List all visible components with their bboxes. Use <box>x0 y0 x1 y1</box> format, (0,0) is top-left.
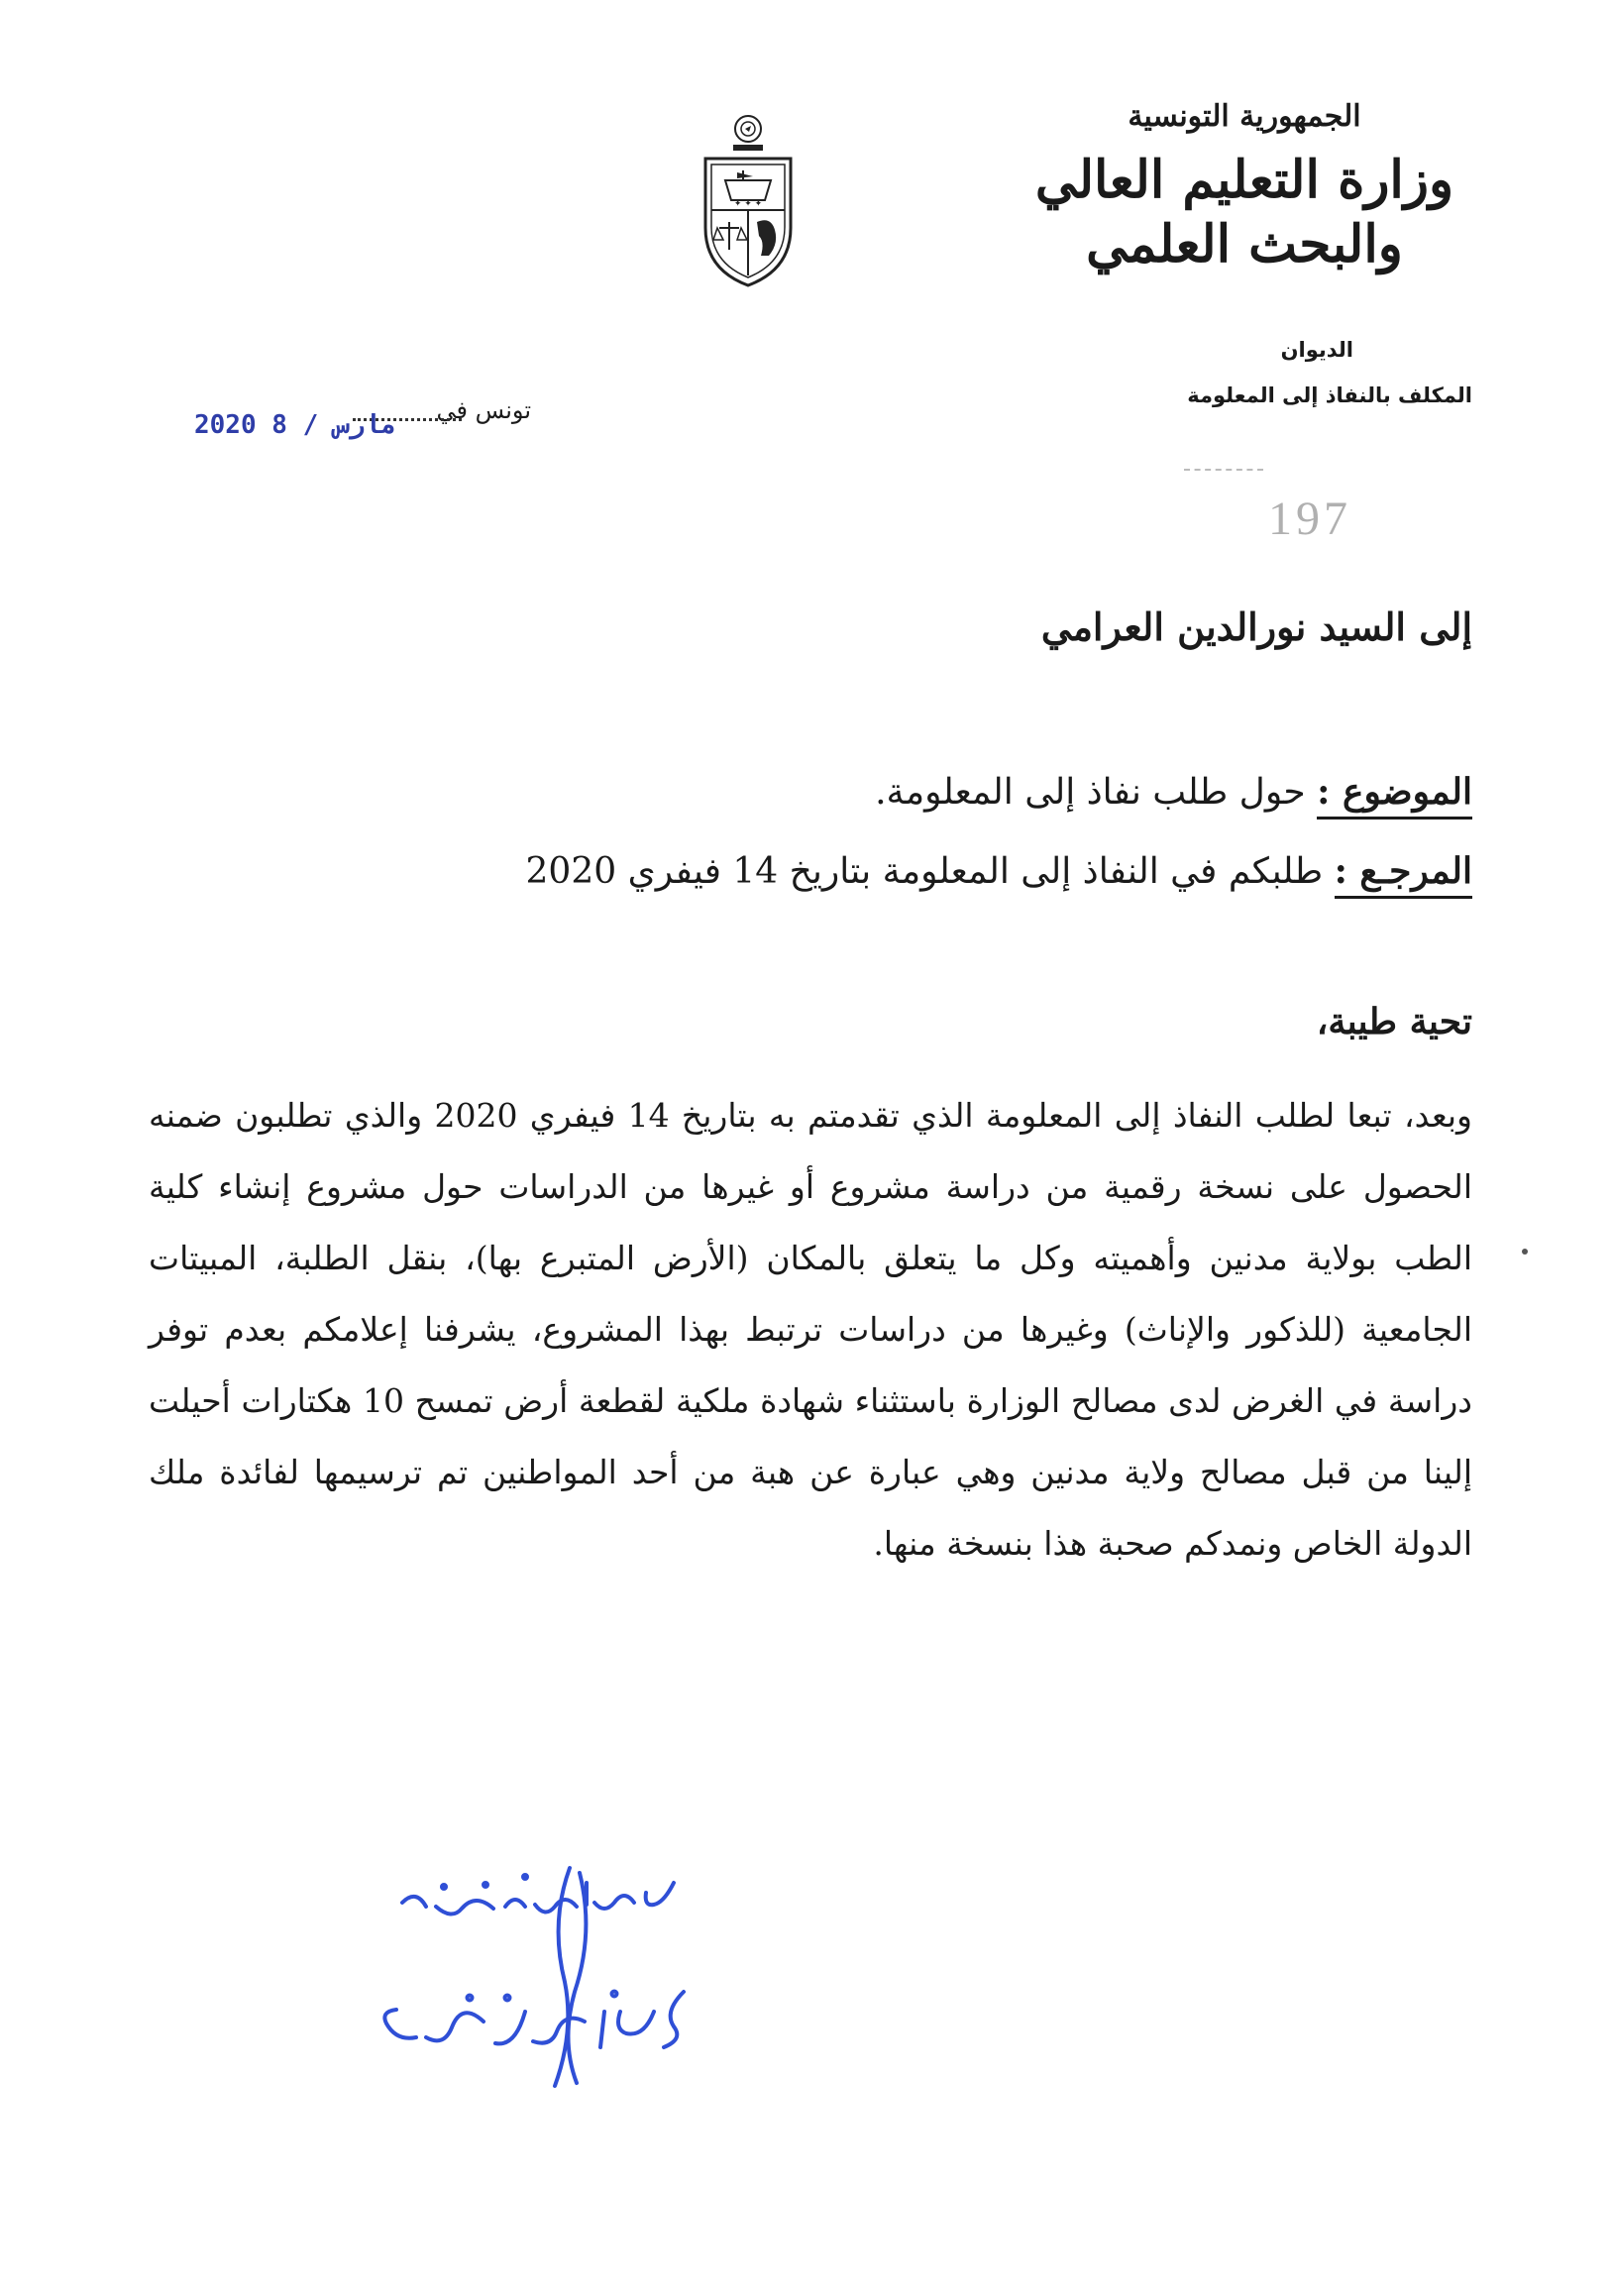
reference-label: المرجـع : <box>1335 850 1472 899</box>
reference-line <box>526 850 1472 892</box>
officer-title: المكلف بالنفاذ إلى المعلومة <box>1187 383 1472 407</box>
letter-body: وبعد، تبعا لطلب النفاذ إلى المعلومة الذي تقدمتم به بتاريخ 14 فيفري 2020 والذي تطلبون ضمنه الحصول على نسخة رقمية من دراسة مشروع أو غيرها من الدراسات حول مشروع إنشاء كلية الطب بولاية مدنين وأهميته وكل ما يتعلق بالمكان (الأرض المتبرع بها)، بنقل الطلبة، المبيتات الجامعية (للذكور والإناث) وغيرها من دراسات ترتبط بهذا المشروع، يشرفنا إعلامكم بعدم توفر دراسة في الغرض لدى مصالح الوزارة باستثناء شهادة ملكية لقطعة أرض تمسح 10 هكتارات أحيلت إلينا من قبل مصالح ولاية مدنين وهي عبارة عن هبة من أحد المواطنين تم ترسيمها لفائدة ملك الدولة الخاص ونمدكم صحبة هذا بنسخة منها. <box>149 1096 1472 1563</box>
subject-line <box>875 771 1472 813</box>
stamped-date: 2020 مارس / 8 <box>194 410 396 440</box>
handwritten-signature <box>367 1863 743 2091</box>
department-name: الديوان <box>1280 338 1353 362</box>
dateline-city: تونس في <box>436 396 531 424</box>
tunisia-coat-of-arms-icon <box>694 111 803 289</box>
ministry-name-line1: وزارة التعليم العالي <box>1034 150 1454 210</box>
subject-text: حول طلب نفاذ إلى المعلومة. <box>875 772 1306 813</box>
svg-text:✦ ✦ ✦: ✦ ✦ ✦ <box>733 199 763 209</box>
reference-text: طلبكم في النفاذ إلى المعلومة بتاريخ 14 فيفري 2020 <box>525 851 1324 892</box>
reference-number: 197 <box>1268 492 1351 545</box>
letterhead <box>1017 99 1472 276</box>
ministry-name-line2: والبحث العلمي <box>1086 214 1403 274</box>
reference-number-dash <box>1184 469 1263 471</box>
subject-label: الموضوع : <box>1317 771 1472 820</box>
margin-mark <box>1522 1249 1528 1255</box>
dateline <box>194 396 531 446</box>
department-block <box>1175 327 1472 418</box>
greeting: تحية طيبة، <box>1316 1001 1472 1042</box>
republic-name: الجمهورية التونسية <box>1128 99 1361 134</box>
recipient: إلى السيد نورالدين العرامي <box>1040 604 1472 649</box>
